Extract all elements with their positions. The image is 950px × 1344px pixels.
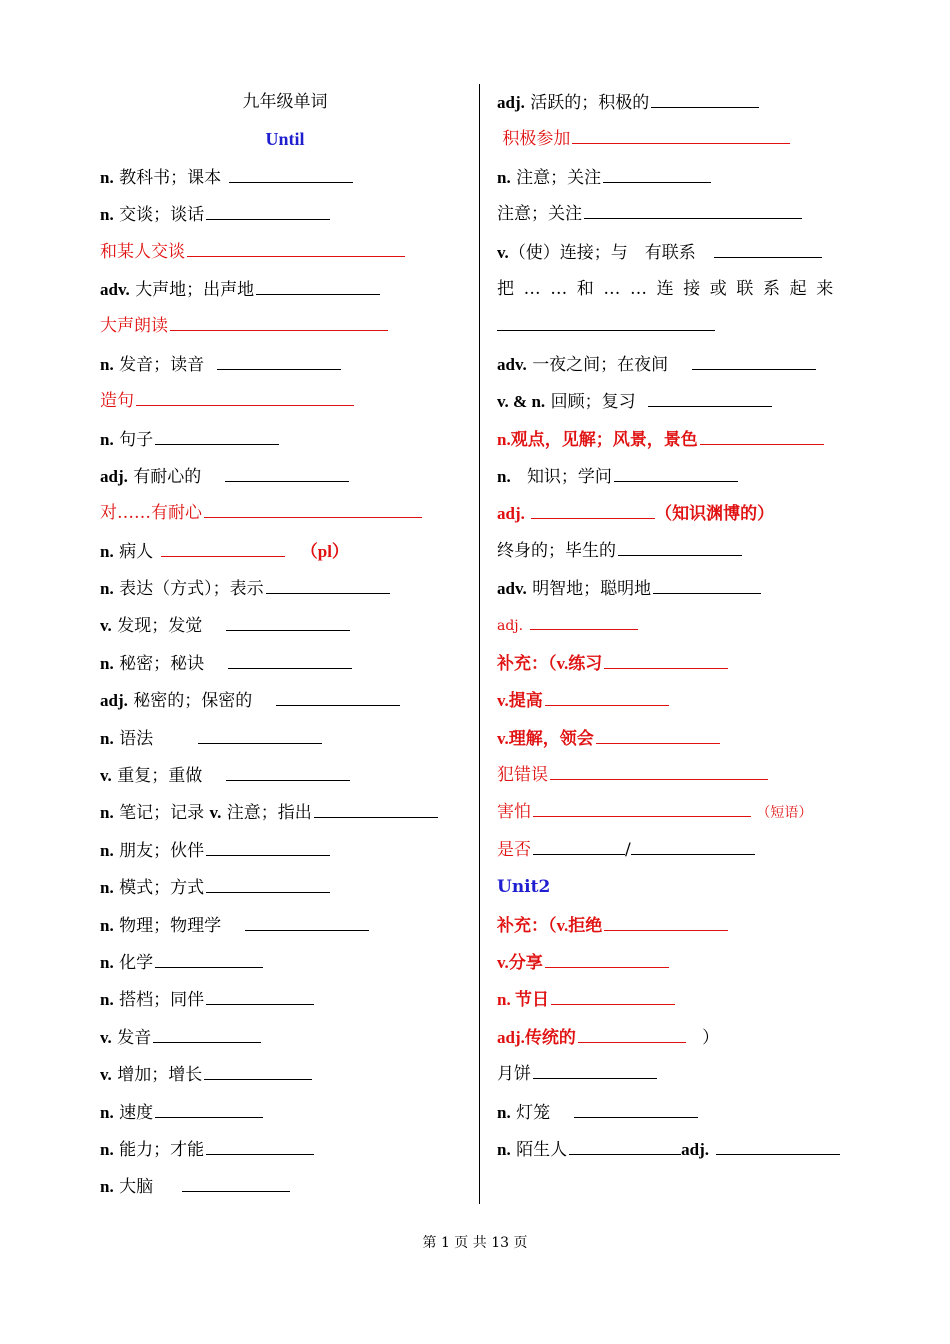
list-item: n. 模式；方式 — [100, 869, 470, 906]
list-item: n. 笔记；记录 v. 注意；指出 — [100, 794, 470, 831]
list-item: adj. （知识渊博的） — [497, 495, 867, 532]
list-item: adj. — [497, 607, 867, 644]
list-item: n. 教科书；课本 — [100, 159, 470, 196]
list-item: n. 陌生人 adj. — [497, 1131, 867, 1168]
page-footer: 第 1 页 共 13 页 — [422, 1235, 528, 1251]
list-item: n. 速度 — [100, 1094, 470, 1131]
list-item: n.观点，见解；风景，景色 — [497, 421, 867, 458]
list-item: n. 搭档；同伴 — [100, 981, 470, 1018]
list-item: n. 大脑 — [100, 1168, 470, 1205]
list-item: n. 病人 （pl） — [100, 533, 470, 570]
list-item: adv. 一夜之间；在夜间 — [497, 346, 867, 383]
list-item: n. 化学 — [100, 944, 470, 981]
list-item: 是否 / — [497, 832, 867, 869]
list-item: v.提高 — [497, 682, 867, 719]
list-item: adj. 秘密的；保密的 — [100, 682, 470, 719]
left-column — [100, 84, 470, 1206]
page-title: 九年级单词 — [242, 92, 328, 112]
list-item: n. 灯笼 — [497, 1094, 867, 1131]
column-divider — [479, 84, 480, 1204]
right-column — [497, 84, 867, 1168]
list-item: 补充：（v.拒绝 — [497, 907, 867, 944]
list-item: n. 交谈；谈话 — [100, 196, 470, 233]
list-item: 造句 — [100, 383, 470, 420]
list-item: n. 注意；关注 — [497, 159, 867, 196]
list-item: v. & n. 回顾；复习 — [497, 383, 867, 420]
list-item: 大声朗读 — [100, 308, 470, 345]
list-item: 和某人交谈 — [100, 234, 470, 271]
list-item: v.分享 — [497, 944, 867, 981]
list-item: 积极参加 — [497, 121, 867, 158]
list-item: 补充：（v.练习 — [497, 645, 867, 682]
list-item: adj. 有耐心的 — [100, 458, 470, 495]
list-item: v.（使）连接；与 有联系 — [497, 234, 867, 271]
list-item: adj. 活跃的；积极的 — [497, 84, 867, 121]
list-item: n. 表达（方式）；表示 — [100, 570, 470, 607]
unit-heading: Until — [265, 129, 305, 150]
list-item: 注意；关注 — [497, 196, 867, 233]
list-item: v.理解，领会 — [497, 720, 867, 757]
list-item: v. 增加；增长 — [100, 1056, 470, 1093]
list-item: v. 发现；发觉 — [100, 607, 470, 644]
list-item: 害怕 （短语） — [497, 794, 867, 831]
list-item: n. 语法 — [100, 720, 470, 757]
unit-heading: Unit2 — [497, 877, 551, 898]
list-item: n. 节日 — [497, 981, 867, 1018]
list-item: 把……和……连接或联系起来 — [497, 278, 843, 299]
list-item: n. 物理；物理学 — [100, 907, 470, 944]
list-item: n. 知识；学问 — [497, 458, 867, 495]
list-item: n. 能力；才能 — [100, 1131, 470, 1168]
list-item — [497, 308, 867, 345]
list-item: n. 朋友；伙伴 — [100, 832, 470, 869]
list-item: 终身的；毕生的 — [497, 533, 867, 570]
list-item: adj.传统的 ） — [497, 1019, 867, 1056]
list-item: v. 发音 — [100, 1019, 470, 1056]
list-item: n. 发音；读音 — [100, 346, 470, 383]
list-item: 犯错误 — [497, 757, 867, 794]
list-item: adv. 大声地；出声地 — [100, 271, 470, 308]
list-item: adv. 明智地；聪明地 — [497, 570, 867, 607]
list-item: n. 句子 — [100, 421, 470, 458]
list-item: n. 秘密；秘诀 — [100, 645, 470, 682]
list-item: 对……有耐心 — [100, 495, 470, 532]
list-item: 月饼 — [497, 1056, 867, 1093]
list-item: v. 重复；重做 — [100, 757, 470, 794]
